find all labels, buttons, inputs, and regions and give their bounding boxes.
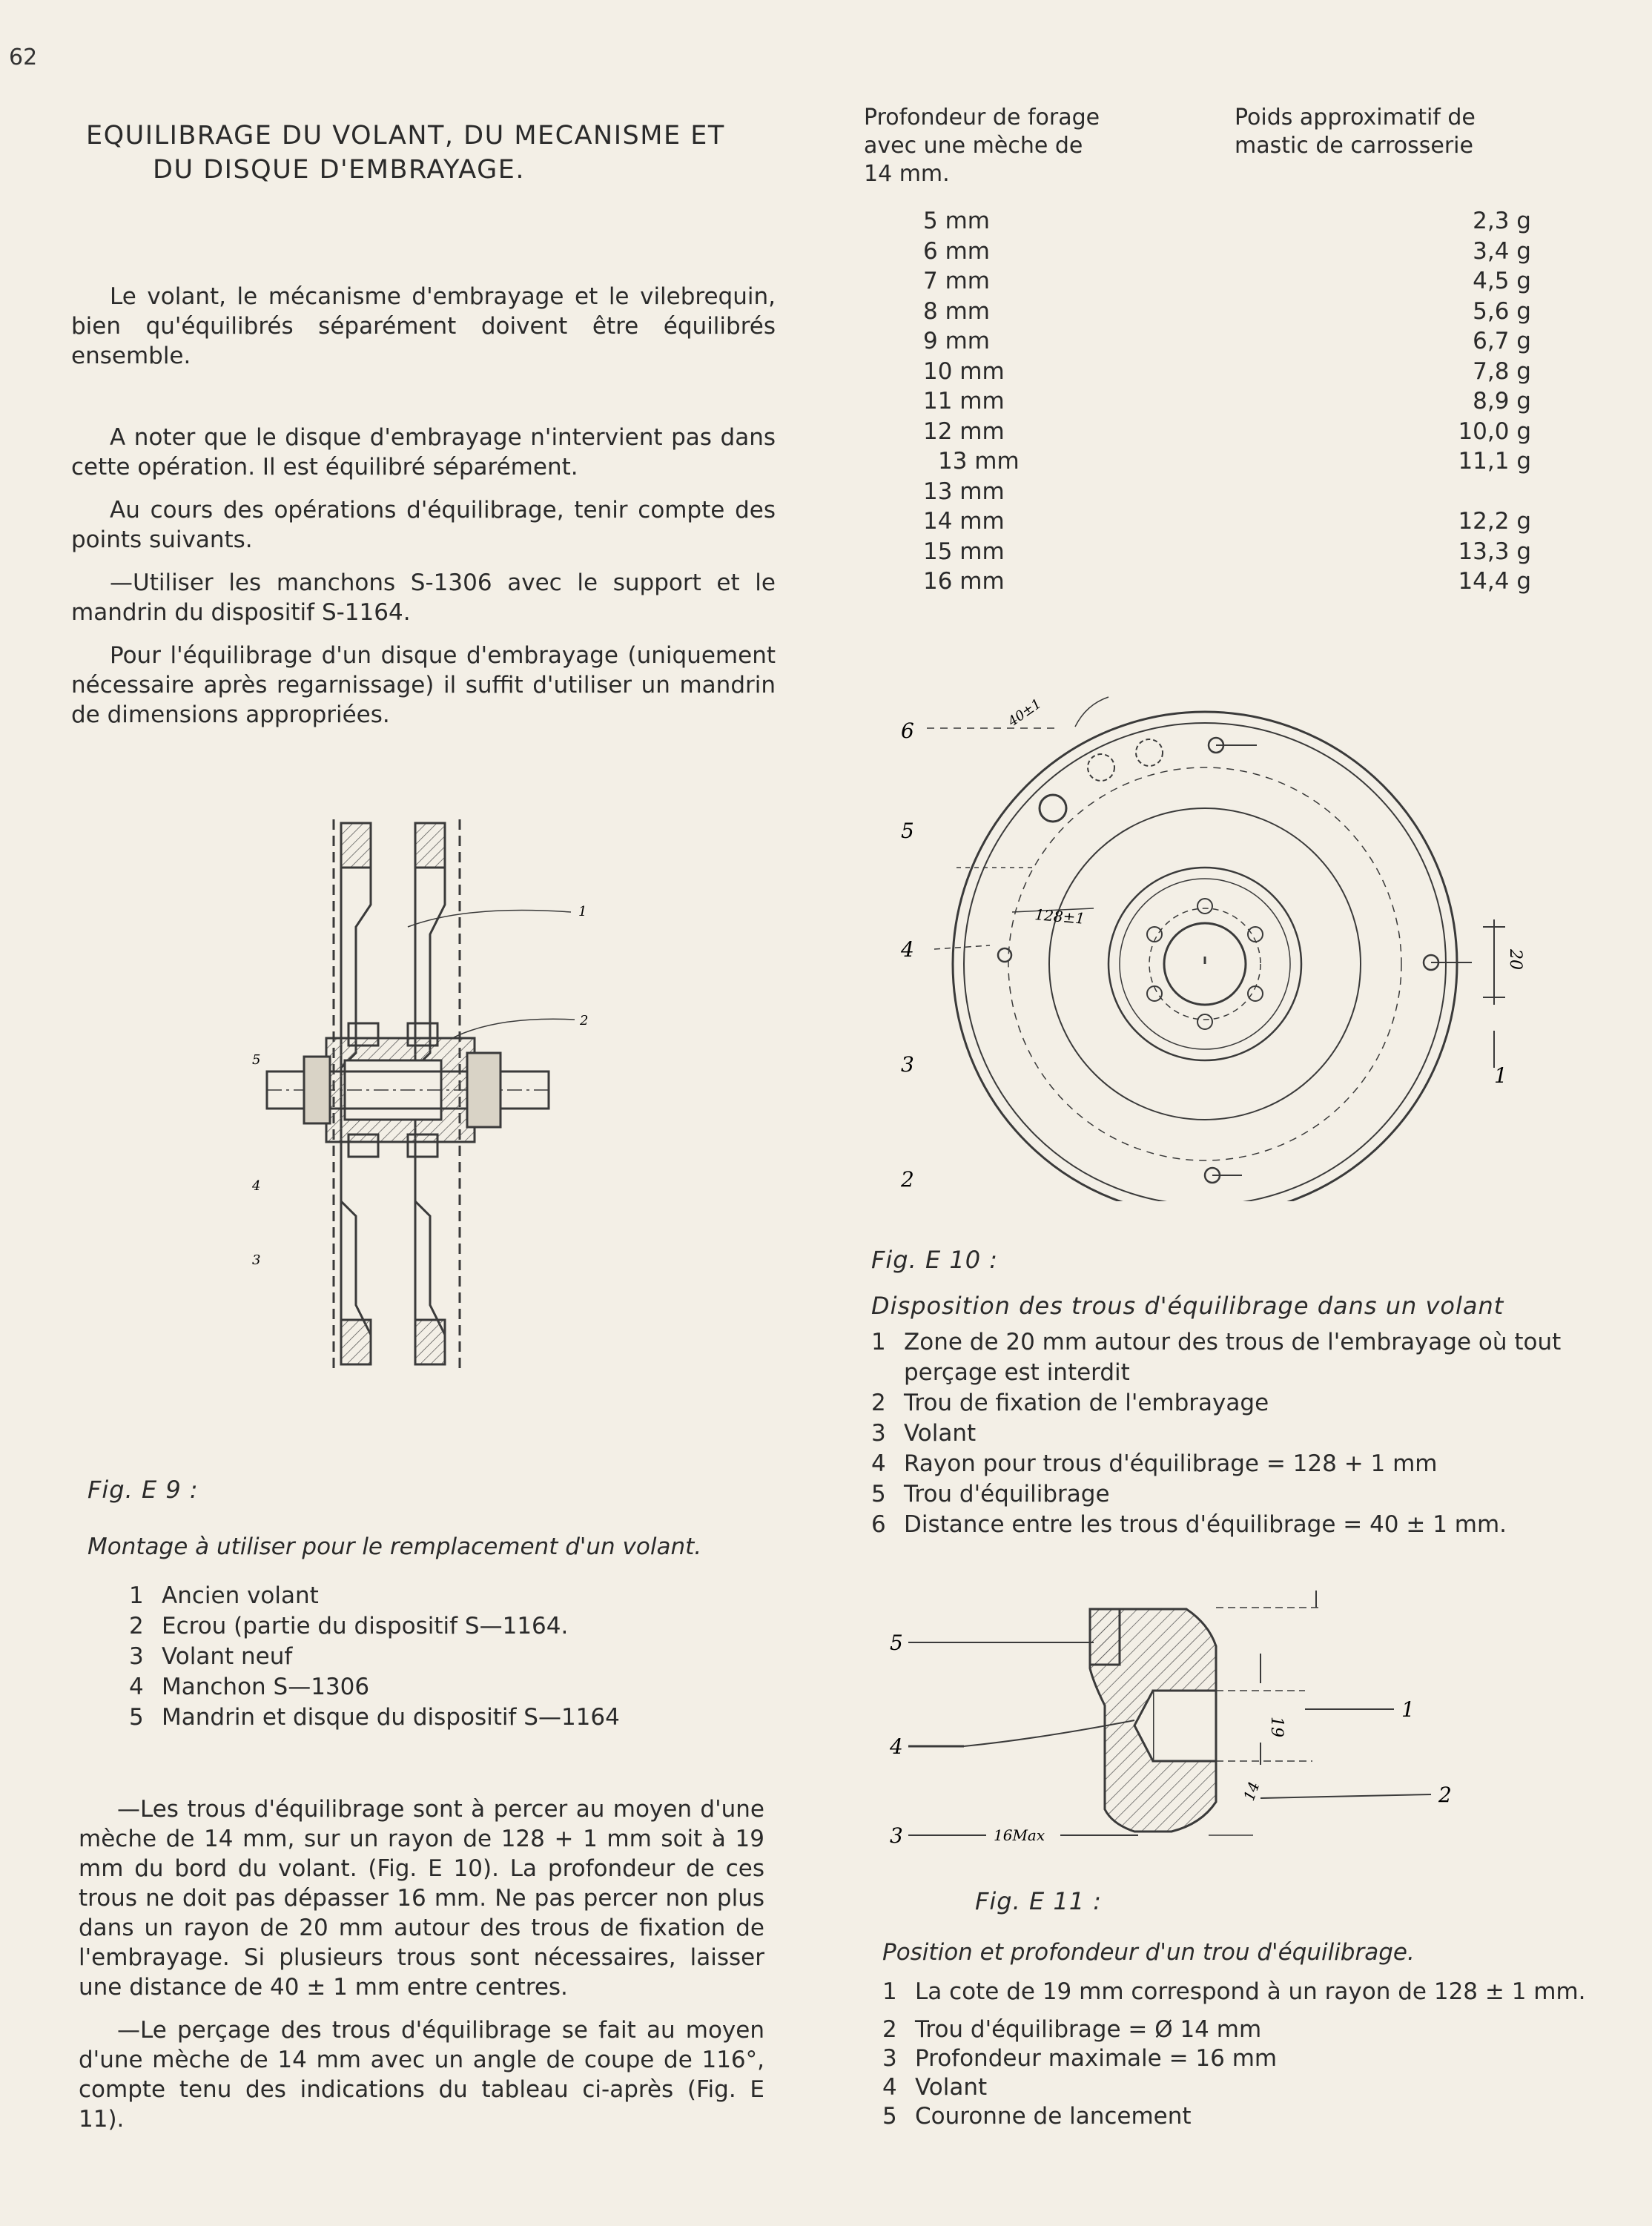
table-header-weight: Poids approximatif de mastic de carrosserie: [1235, 105, 1476, 159]
legend-item: 4 Rayon pour trous d'équilibrage = 128 + 1 mm: [871, 1450, 1438, 1477]
fig-e11-callout-1: 1: [1401, 1697, 1415, 1722]
fig-e10-callout-4: 4: [901, 937, 914, 962]
fig-e10-dim-20: 20: [1506, 949, 1524, 970]
fig-e9-svg: [245, 816, 630, 1394]
legend-item: 5 Trou d'équilibrage: [871, 1481, 1110, 1507]
fig-e11-callout-4: 4: [890, 1734, 903, 1759]
fig-e9-caption: Fig. E 9 :: [87, 1476, 199, 1504]
left-column: [71, 119, 776, 730]
fig-e9-callout-1: 1: [578, 904, 587, 919]
paragraph: —Les trous d'équilibrage sont à percer au moyen d'une mèche de 14 mm, sur un rayon de 128 + 1 mm soit à 19 mm du bord du volant. (Fig. E 10). La profondeur de ces trous ne doit pas dépasser 16 mm. Ne pas percer non plus dans un rayon de 20 mm autour des trous de fixation de l'embrayage. Si plusieurs trous sont nécessaires, laisser une distance de 40 ± 1 mm entre centres.: [79, 1796, 764, 2001]
fig-e10-drawing: [886, 682, 1539, 1201]
table-row: 12 mm 10,0 g: [923, 417, 1531, 445]
fig-e11-callout-3: 3: [890, 1823, 903, 1848]
legend-item: 3 Volant neuf: [129, 1643, 293, 1670]
section-title-line2: DU DISQUE D'EMBRAYAGE.: [153, 155, 525, 185]
legend-item: 1 Zone de 20 mm autour des trous de l'embrayage où tout perçage est interdit: [871, 1329, 1562, 1386]
table-row: 11 mm 8,9 g: [923, 388, 1531, 415]
fig-e10-callout-6: 6: [901, 719, 914, 743]
fig-e9-drawing: [245, 816, 630, 1394]
legend-item: 5 Mandrin et disque du dispositif S—1164: [129, 1704, 620, 1731]
left-bottom-text: [79, 1794, 764, 2134]
fig-e10-dim-40: 40±1: [1005, 696, 1045, 730]
legend-item: 4 Volant: [882, 2074, 988, 2101]
fig-e11-svg: [890, 1579, 1483, 1861]
paragraph: Le volant, le mécanisme d'embrayage et le vilebrequin, bien qu'équilibrés séparément doivent être équilibrés ensemble.: [71, 283, 776, 369]
paragraph: —Le perçage des trous d'équilibrage se fait au moyen d'une mèche de 14 mm avec un angle de coupe de 116°, compte tenu des indications du tableau ci-après (Fig. E 11).: [79, 2017, 764, 2133]
fig-e10-callout-3: 3: [901, 1052, 914, 1077]
fig-e11-drawing: [890, 1579, 1483, 1861]
fig-e11-description: Position et profondeur d'un trou d'équilibrage.: [882, 1939, 1415, 1966]
paragraph: A noter que le disque d'embrayage n'intervient pas dans cette opération. Il est équilibré séparément.: [71, 424, 776, 480]
fig-e9-callout-2: 2: [580, 1013, 589, 1028]
table-row: 13 mm 11,1 g: [938, 448, 1531, 475]
section-title-line1: EQUILIBRAGE DU VOLANT, DU MECANISME ET: [86, 121, 725, 151]
fig-e11-dim-19: 19: [1267, 1717, 1286, 1737]
legend-item: 2 Ecrou (partie du dispositif S—1164.: [129, 1613, 569, 1639]
page-number: 62: [9, 44, 38, 70]
fig-e11-dim-14: 14: [1240, 1779, 1263, 1803]
fig-e11-dim-16max: 16Max: [994, 1826, 1045, 1844]
legend-item: 4 Manchon S—1306: [129, 1674, 370, 1700]
table-header: [864, 104, 1590, 188]
fig-e11-callout-5: 5: [890, 1631, 903, 1655]
table-row: 7 mm 4,5 g: [923, 268, 1531, 294]
table-header-depth: Profondeur de forage avec une mèche de 14 mm.: [864, 105, 1100, 187]
paragraph: —Utiliser les manchons S-1306 avec le support et le mandrin du dispositif S-1164.: [71, 569, 776, 626]
legend-item: 1 Ancien volant: [129, 1582, 319, 1609]
table-row: 10 mm 7,8 g: [923, 357, 1531, 385]
paragraph: Pour l'équilibrage d'un disque d'embrayage (uniquement nécessaire après regarnissage) il suffit d'utiliser un mandrin de dimensions appropriées.: [71, 642, 776, 728]
fig-e10-dim-128: 128±1: [1034, 905, 1086, 928]
legend-item: 6 Distance entre les trous d'équilibrage = 40 ± 1 mm.: [871, 1511, 1507, 1538]
fig-e11-caption-block: [882, 1887, 1594, 2131]
fig-e10-legend: [871, 1327, 1590, 1540]
legend-item: 2 Trou de fixation de l'embrayage: [871, 1390, 1269, 1416]
fig-e10-callout-2: 2: [901, 1167, 914, 1192]
fig-e11-caption: Fig. E 11 :: [975, 1887, 1103, 1915]
fig-e10-caption: Fig. E 10 :: [871, 1246, 999, 1274]
table-row: 8 mm 5,6 g: [923, 297, 1531, 325]
paragraph: Au cours des opérations d'équilibrage, tenir compte des points suivants.: [71, 497, 776, 553]
table-row: 16 mm 14,4 g: [923, 568, 1531, 595]
right-column: [864, 104, 1590, 597]
table-row: 9 mm 6,7 g: [923, 328, 1531, 354]
fig-e9-caption-block: [87, 1476, 799, 1733]
legend-item: 2 Trou d'équilibrage = Ø 14 mm: [882, 2016, 1262, 2043]
fig-e10-caption-block: [871, 1246, 1590, 1540]
fig-e11-callout-2: 2: [1438, 1783, 1452, 1807]
fig-e11-legend: [882, 1978, 1594, 2131]
section-title: [86, 119, 776, 187]
fig-e10-callout-1: 1: [1494, 1063, 1507, 1088]
fig-e10-svg: [886, 682, 1539, 1201]
table-row: 14 mm 12,2 g: [923, 508, 1531, 535]
fig-e9-legend: [129, 1581, 799, 1733]
legend-item: 1 La cote de 19 mm correspond à un rayon de 128 ± 1 mm.: [882, 1978, 1586, 2005]
table-row: 5 mm 2,3 g: [923, 208, 1531, 234]
fig-e9-callout-3: 3: [252, 1252, 261, 1268]
fig-e9-callout-4: 4: [252, 1178, 261, 1194]
legend-item: 3 Volant: [871, 1420, 977, 1447]
table-row: 6 mm 3,4 g: [923, 237, 1531, 265]
fig-e10-callout-5: 5: [901, 819, 914, 843]
fig-e9-callout-5: 5: [252, 1052, 261, 1068]
fig-e9-description: Montage à utiliser pour le remplacement d'un volant.: [87, 1533, 702, 1560]
legend-item: 5 Couronne de lancement: [882, 2103, 1192, 2130]
table-row: 15 mm 13,3 g: [923, 538, 1531, 565]
legend-item: 3 Profondeur maximale = 16 mm: [882, 2045, 1278, 2072]
drill-table: [864, 206, 1590, 597]
table-row: 13 mm: [923, 478, 1005, 505]
fig-e10-description: Disposition des trous d'équilibrage dans un volant: [871, 1292, 1504, 1320]
